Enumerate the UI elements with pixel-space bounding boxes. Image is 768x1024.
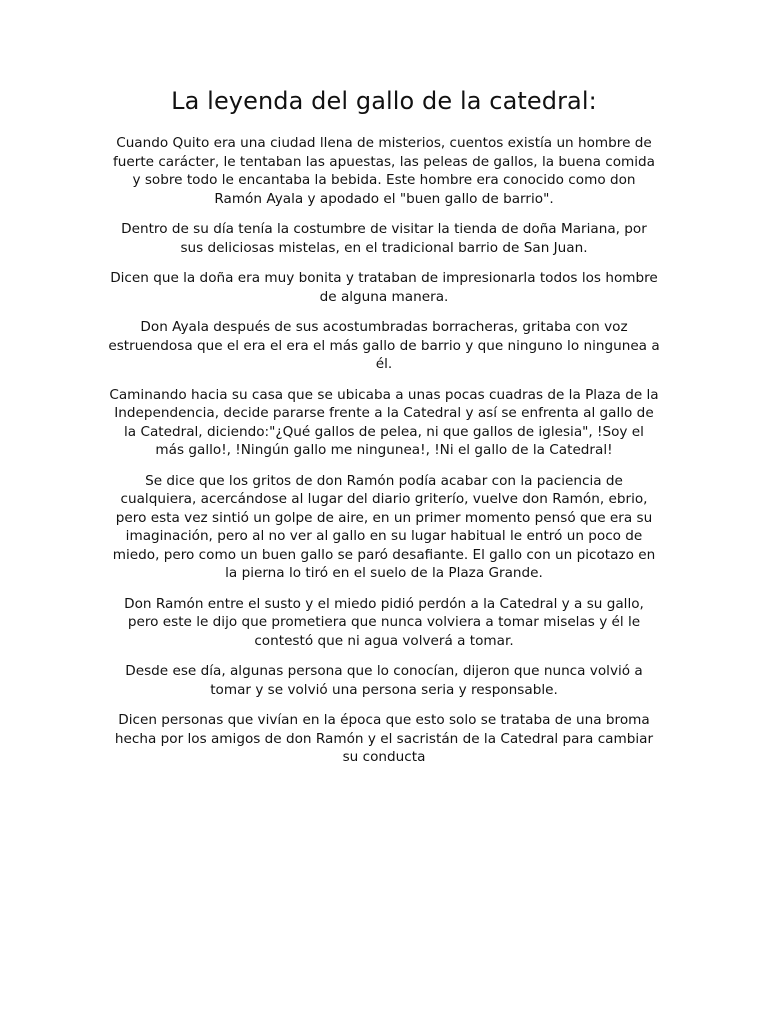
document-title: La leyenda del gallo de la catedral: <box>171 87 597 115</box>
paragraph-9: Dicen personas que vivían en la época que esto solo se trataba de una broma hecha por los amigos de don Ramón y el sacristán de la Catedral para cambiar su conducta <box>114 712 654 765</box>
paragraph-6: Se dice que los gritos de don Ramón podía acabar con la paciencia de cualquiera, acercándose al lugar del diario griterío, vuelve don Ramón, ebrio, pero esta vez sintió un golpe de aire, en un primer momento pensó que era su imaginación, pero al no ver al gallo en su lugar habitual le entró un poco de miedo, pero como un buen gallo se paró desafiante. El gallo con un picotazo en la pierna lo tiró en el suelo de la Plaza Grande. <box>112 472 656 581</box>
paragraph-5: Caminando hacia su casa que se ubicaba a unas pocas cuadras de la Plaza de la Independencia, decide pararse frente a la Catedral y así se enfrenta al gallo de la Catedral, diciendo:"¿Qué gallos de pelea, ni que gallos de iglesia", !Soy el más gallo!, !Ningún gallo me ningunea!, !Ni el gallo de la Catedral! <box>109 386 659 458</box>
paragraph-4: Don Ayala después de sus acostumbradas borracheras, gritaba con voz estruendosa que el era el era el más gallo de barrio y que ninguno lo ningunea a él. <box>108 319 660 372</box>
paragraph-1: Cuando Quito era una ciudad llena de misterios, cuentos existía un hombre de fuerte carácter, le tentaban las apuestas, las peleas de gallos, la buena comida y sobre todo le encantaba la bebida. Este hombre era conocido como don Ramón Ayala y apodado el "buen gallo de barrio". <box>112 135 656 207</box>
paragraph-8: Desde ese día, algunas persona que lo conocían, dijeron que nunca volvió a tomar y se volvió una persona seria y responsable. <box>125 663 643 698</box>
paragraph-3: Dicen que la doña era muy bonita y trataban de impresionarla todos los hombre de alguna manera. <box>110 270 658 305</box>
document-page <box>108 84 660 779</box>
paragraph-2: Dentro de su día tenía la costumbre de visitar la tienda de doña Mariana, por sus deliciosas mistelas, en el tradicional barrio de San Juan. <box>121 221 647 256</box>
paragraph-7: Don Ramón entre el susto y el miedo pidió perdón a la Catedral y a su gallo, pero este le dijo que prometiera que nunca volviera a tomar miselas y él le contestó que ni agua volverá a tomar. <box>124 595 644 649</box>
